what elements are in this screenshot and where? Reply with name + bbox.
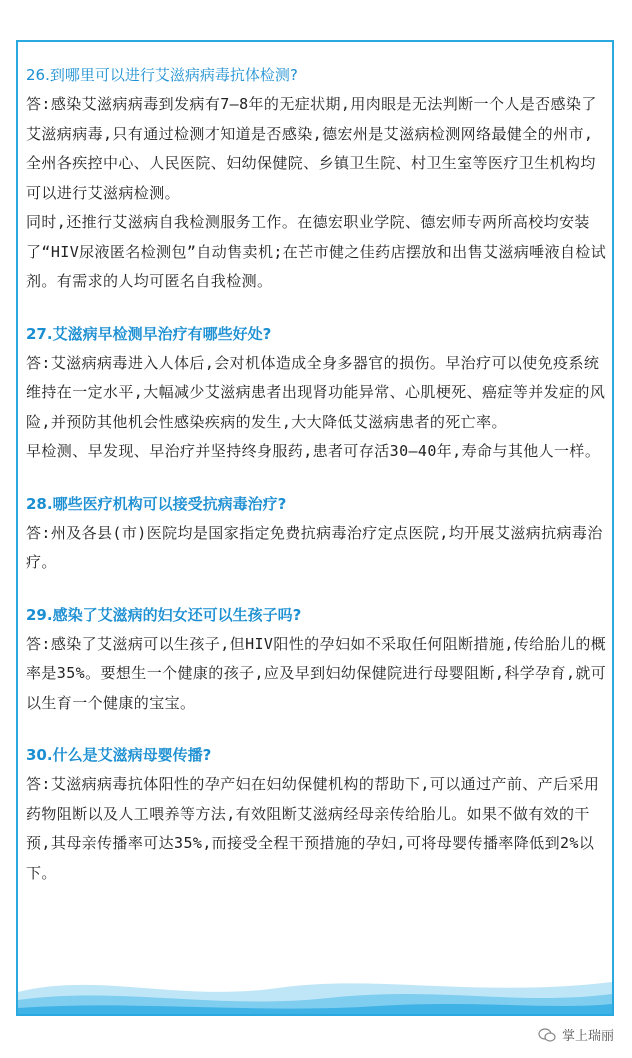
question-heading: 27.艾滋病早检测早治疗有哪些好处?: [26, 324, 272, 343]
answer-paragraph: 同时,还推行艾滋病自我检测服务工作。在德宏职业学院、德宏师专两所高校均安装了“HIV尿液匿名检测包”自动售卖机;在芒市健之佳药店摆放和出售艾滋病唾液自检试剂。有需求的人均可匿名自我检测。: [26, 213, 607, 290]
wave-decoration: [18, 962, 612, 1014]
qa-item-27: [26, 319, 608, 467]
answer-paragraph: 答:艾滋病病毒进入人体后,会对机体造成全身多器官的损伤。早治疗可以使免疫系统维持在一定水平,大幅减少艾滋病患者出现肾功能异常、心肌梗死、癌症等并发症的风险,并预防其他机会性感染疾病的发生,大大降低艾滋病患者的死亡率。: [26, 353, 606, 431]
account-watermark: [538, 1025, 614, 1044]
qa-item-26: [26, 60, 608, 297]
question-heading: 29.感染了艾滋病的妇女还可以生孩子吗?: [26, 605, 302, 624]
question-heading: 28.哪些医疗机构可以接受抗病毒治疗?: [26, 494, 287, 513]
answer-paragraph: 早检测、早发现、早治疗并坚持终身服药,患者可存活30—40年,寿命与其他人一样。: [26, 442, 601, 460]
answer-paragraph: 答:感染艾滋病病毒到发病有7—8年的无症状期,用肉眼是无法判断一个人是否感染了艾滋病病毒,只有通过检测才知道是否感染,德宏州是艾滋病检测网络最健全的州市,全州各疾控中心、人民医院、妇幼保健院、乡镇卫生院、村卫生室等医疗卫生机构均可以进行艾滋病检测。: [26, 95, 597, 202]
answer-paragraph: 答:感染了艾滋病可以生孩子,但HIV阳性的孕妇如不采取任何阻断措施,传给胎儿的概率是35%。要想生一个健康的孩子,应及早到妇幼保健院进行母婴阻断,科学孕育,就可以生育一个健康的宝宝。: [26, 634, 607, 712]
qa-list: [26, 60, 608, 910]
wechat-icon: [538, 1028, 556, 1042]
account-name: 掌上瑞丽: [561, 1029, 614, 1044]
content-frame: [16, 40, 614, 1016]
qa-item-28: [26, 489, 608, 578]
qa-item-30: [26, 740, 608, 888]
qa-item-29: [26, 600, 608, 719]
answer-paragraph: 答:艾滋病病毒抗体阳性的孕产妇在妇幼保健机构的帮助下,可以通过产前、产后采用药物阻断以及人工喂养等方法,有效阻断艾滋病经母亲传给胎儿。如果不做有效的干预,其母亲传播率可达35%,而接受全程干预措施的孕妇,可将母婴传播率降低到2%以下。: [26, 775, 600, 882]
question-heading: 26.到哪里可以进行艾滋病病毒抗体检测?: [26, 66, 298, 84]
answer-paragraph: 答:州及各县(市)医院均是国家指定免费抗病毒治疗定点医院,均开展艾滋病抗病毒治疗。: [26, 523, 603, 571]
question-heading: 30.什么是艾滋病母婴传播?: [26, 746, 212, 764]
